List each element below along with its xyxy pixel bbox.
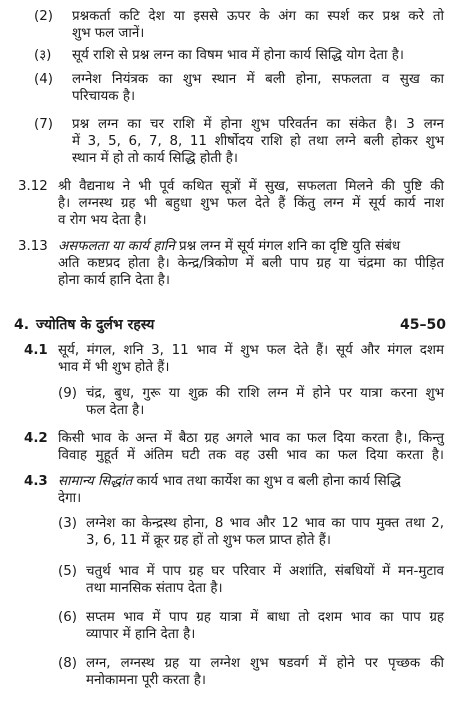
paragraph-line: सूर्य राशि से प्रश्न लग्न का विषम भाव में होना कार्य सिद्धि योग देता है। (72, 48, 404, 63)
paragraph-line: लग्न, लग्नस्थ ग्रह या लग्नेश शुभ षडवर्ग में होने पर पृच्छक की (86, 656, 444, 671)
item-number: (6) (58, 610, 77, 625)
item-number: (2) (34, 9, 53, 24)
paragraph-line: चतुर्थ भाव में पाप ग्रह घर परिवार में अशांति, संबधियों में मन-मुटाव (86, 564, 444, 579)
paragraph-line: श्री वैद्यनाथ ने भी पूर्व कथित सूत्रों में सुख, सफलता मिलने की पुष्टि की (58, 179, 444, 194)
item-number: (4) (34, 72, 53, 87)
item-number: 3.12 (18, 179, 48, 194)
paragraph-line: भाव में भी शुभ होते हैं। (58, 360, 170, 375)
page-range: 45–50 (400, 317, 446, 333)
paragraph-line: देगा। (58, 491, 82, 506)
paragraph-line: प्रश्नकर्ता कटि देश या इससे ऊपर के अंग का स्पर्श कर प्रश्न करे तो (72, 9, 444, 24)
paragraph-line: सूर्य, मंगल, शनि 3, 11 भाव में शुभ फल देते हैं। सूर्य और मंगल दशम (58, 343, 444, 358)
section-title: ज्योतिष के दुर्लभ रहस्य (36, 317, 155, 333)
paragraph-line: प्रश्न लग्न का चर राशि में होना शुभ परिवर्तन का संकेत है। 3 लग्न (72, 117, 444, 132)
item-number: (9) (58, 386, 77, 401)
paragraph-line: है। लग्नस्थ ग्रह भी बहुधा शुभ फल देते हैं किंतु लग्न में सूर्य कार्य नाश (58, 196, 444, 211)
paragraph-line: अति कष्टप्रद होता है। केन्द्र/त्रिकोण में बली पाप ग्रह या चंद्रमा का पीड़ित (58, 256, 444, 271)
paragraph-line: होना कार्य हानि देता है। (58, 273, 170, 288)
paragraph-line: स्थान में हो तो कार्य सिद्धि होती है। (72, 151, 238, 166)
item-number: (5) (58, 564, 77, 579)
paragraph-line: मनोकामना पूरी करता है। (86, 673, 206, 688)
paragraph-line: परिचायक है। (72, 89, 136, 104)
item-number: (३) (34, 48, 52, 63)
italic-term: सामान्य सिद्धांत (58, 474, 133, 489)
section-number: 4. (14, 317, 30, 333)
item-number: (3) (58, 516, 77, 531)
italic-term: असफलता या कार्य हानि (58, 239, 175, 254)
item-number: 4.3 (24, 474, 48, 489)
paragraph-line: किसी भाव के अन्त में बैठा ग्रह अगले भाव का फल दिया करता है।, किन्तु (58, 431, 444, 446)
paragraph-line: फल देता है। (86, 403, 145, 418)
paragraph-line: व्यापार में हानि देता है। (86, 627, 196, 642)
paragraph-line-rest: कार्य भाव तथा कार्येश का शुभ व बली होना कार्य सिद्धि (132, 474, 401, 489)
paragraph-line: तथा मानसिक संताप देता है। (86, 581, 223, 596)
paragraph-line (58, 238, 444, 255)
item-number: (8) (58, 656, 77, 671)
item-number: 4.2 (24, 431, 48, 446)
paragraph-line: चंद्र, बुध, गुरू या शुक्र की राशि लग्न में होने पर यात्रा करना शुभ (86, 386, 444, 401)
paragraph-line: 3, 6, 11 में क्रूर ग्रह हों तो शुभ फल प्राप्त होते हैं। (86, 533, 331, 548)
item-number: 3.13 (18, 239, 48, 254)
paragraph-line: में 3, 5, 6, 7, 8, 11 शीर्षोदय राशि हो तथा लग्ने बली होकर शुभ (72, 134, 444, 149)
paragraph-line: व रोग भय देता है। (58, 213, 147, 228)
paragraph-line: सप्तम भाव में पाप ग्रह यात्रा में बाधा तो दशम भाव का पाप ग्रह (86, 610, 444, 625)
paragraph-line-rest: प्रश्न लग्न में सूर्य मंगल शनि का दृष्टि युति संबंध (174, 239, 401, 254)
paragraph-line: शुभ फल जानें। (72, 26, 145, 41)
paragraph-line (58, 473, 444, 490)
item-number: (7) (34, 117, 53, 132)
paragraph-line: लग्नेश नियंत्रक का शुभ स्थान में बली होना, सफलता व सुख का (72, 72, 444, 87)
item-number: 4.1 (24, 343, 48, 358)
paragraph-line: विवाह मुहूर्त में अंतिम घटी तक वह उसी भाव का फल दिया करता है। (58, 448, 444, 463)
paragraph-line: लग्नेश का केन्द्रस्थ होना, 8 भाव और 12 भाव का पाप मुक्त तथा 2, (86, 516, 444, 531)
